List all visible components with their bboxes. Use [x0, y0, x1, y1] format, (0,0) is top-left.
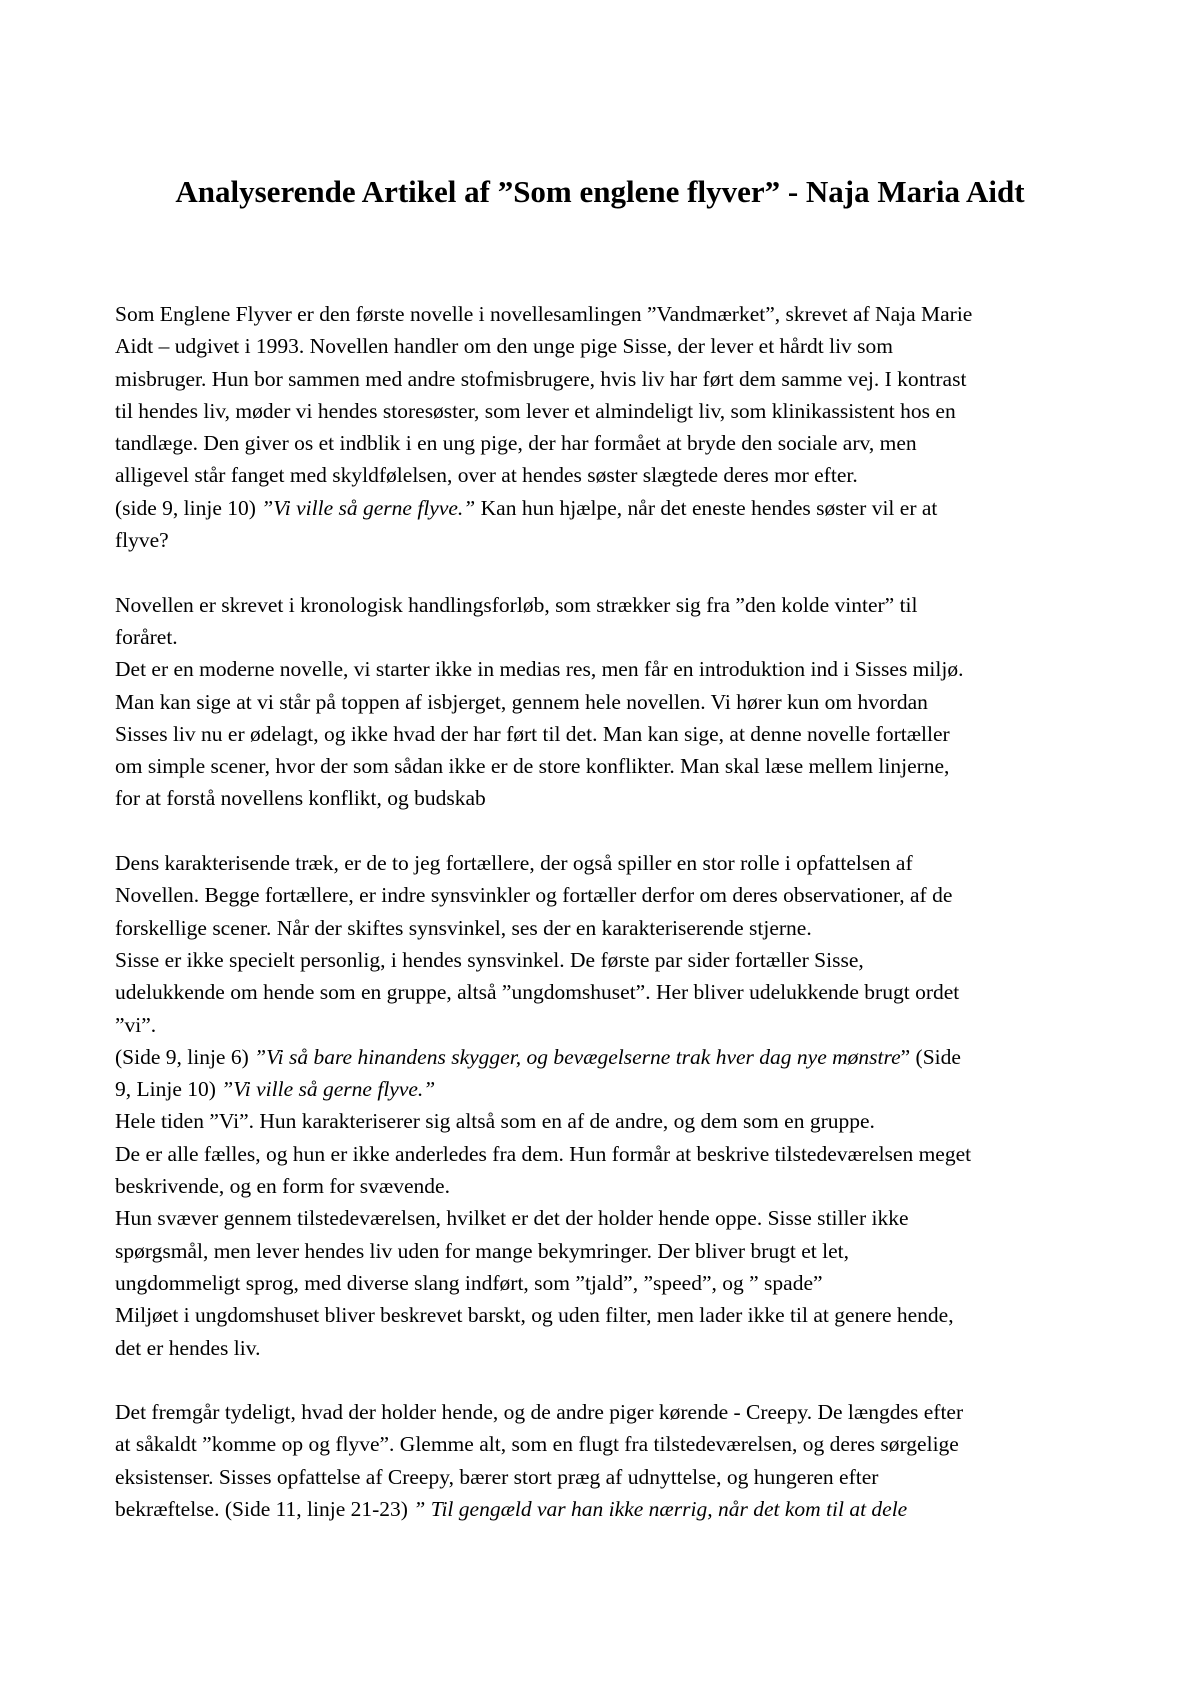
citation-reference: bekræftelse. (Side 11, linje 21-23) — [115, 1496, 414, 1521]
text-line: for at forstå novellens konflikt, og budskab — [115, 786, 486, 811]
text-fragment: ” (Side — [900, 1044, 961, 1069]
quote-line — [115, 1493, 1095, 1525]
text-line: foråret. — [115, 624, 178, 649]
text-line: flyve? — [115, 528, 169, 553]
text-line: udelukkende om hende som en gruppe, altså ”ungdomshuset”. Her bliver udelukkende brugt ordet — [115, 980, 960, 1005]
text-line: at såkaldt ”komme op og flyve”. Glemme alt, som en flugt fra tilstedeværelsen, og deres sørgelige — [115, 1432, 959, 1457]
text-line: ungdommeligt sprog, med diverse slang indført, som ”tjald”, ”speed”, og ” spade” — [115, 1270, 823, 1295]
text-fragment: Kan hun hjælpe, når det eneste hendes søster vil er at — [475, 495, 938, 520]
text-line: Det er en moderne novelle, vi starter ikke in medias res, men får en introduktion ind i Sisses miljø. — [115, 657, 964, 682]
text-line: Novellen. Begge fortællere, er indre synsvinkler og fortæller derfor om deres observationer, af de — [115, 883, 953, 908]
text-line: alligevel står fanget med skyldfølelsen, over at hendes søster slægtede deres mor efter. — [115, 463, 858, 488]
document-body — [115, 298, 1095, 1525]
text-line: spørgsmål, men lever hendes liv uden for mange bekymringer. Der bliver brugt et let, — [115, 1238, 849, 1263]
text-line: Sisses liv nu er ødelagt, og ikke hvad der har ført til det. Man kan sige, at denne novelle fortæller — [115, 721, 950, 746]
document-title: Analyserende Artikel af ”Som englene flyver” - Naja Maria Aidt — [175, 174, 1025, 209]
quote-line — [115, 1041, 1095, 1073]
quote-text: ” Til gengæld var han ikke nærrig, når det kom til at dele — [413, 1496, 908, 1521]
text-line: Hun svæver gennem tilstedeværelsen, hvilket er det der holder hende oppe. Sisse stiller ikke — [115, 1206, 909, 1231]
citation-reference: (Side 9, linje 6) — [115, 1044, 255, 1069]
paragraph-gap — [115, 1364, 1095, 1396]
paragraph-gap — [115, 556, 1095, 588]
text-line: Aidt – udgivet i 1993. Novellen handler om den unge pige Sisse, der lever et hårdt liv som — [115, 334, 894, 359]
citation-reference: 9, Linje 10) — [115, 1077, 222, 1102]
quote-text: ”Vi så bare hinandens skygger, og bevægelserne trak hver dag nye mønstre — [254, 1044, 901, 1069]
text-line: Det fremgår tydeligt, hvad der holder hende, og de andre piger kørende - Creepy. De længdes efter — [115, 1400, 964, 1425]
text-line: Sisse er ikke specielt personlig, i hendes synsvinkel. De første par sider fortæller Sisse, — [115, 947, 864, 972]
text-line: misbruger. Hun bor sammen med andre stofmisbrugere, hvis liv har ført dem samme vej. I kontrast — [115, 366, 967, 391]
text-line: beskrivende, og en form for svævende. — [115, 1174, 450, 1199]
text-line: eksistenser. Sisses opfattelse af Creepy, bærer stort præg af udnyttelse, og hungeren efter — [115, 1464, 879, 1489]
quote-text: ”Vi ville så gerne flyve.” — [261, 495, 476, 520]
text-line: Novellen er skrevet i kronologisk handlingsforløb, som strækker sig fra ”den kolde vinter” til — [115, 592, 918, 617]
text-line: det er hendes liv. — [115, 1335, 261, 1360]
quote-line — [115, 1073, 1095, 1105]
text-line: De er alle fælles, og hun er ikke anderledes fra dem. Hun formår at beskrive tilstedeværelsen meget — [115, 1141, 972, 1166]
paragraph — [115, 589, 1095, 815]
text-line: Dens karakterisende træk, er de to jeg fortællere, der også spiller en stor rolle i opfattelsen af — [115, 851, 913, 876]
text-line: tandlæge. Den giver os et indblik i en ung pige, der har formået at bryde den sociale arv, men — [115, 431, 917, 456]
text-line: til hendes liv, møder vi hendes storesøster, som lever et almindeligt liv, som klinikassistent hos en — [115, 398, 956, 423]
quote-line — [115, 492, 1095, 524]
paragraph — [115, 1396, 1095, 1525]
citation-reference: (side 9, linje 10) — [115, 495, 262, 520]
text-line: Hele tiden ”Vi”. Hun karakteriserer sig altså som en af de andre, og dem som en gruppe. — [115, 1109, 875, 1134]
text-line: ”vi”. — [115, 1012, 157, 1037]
text-line: Man kan sige at vi står på toppen af isbjerget, gennem hele novellen. Vi hører kun om hvordan — [115, 689, 928, 714]
text-line: forskellige scener. Når der skiftes synsvinkel, ses der en karakteriserende stjerne. — [115, 915, 812, 940]
paragraph — [115, 298, 1095, 556]
quote-text: ”Vi ville så gerne flyve.” — [221, 1077, 436, 1102]
paragraph — [115, 847, 1095, 1364]
text-line: Som Englene Flyver er den første novelle i novellesamlingen ”Vandmærket”, skrevet af Naja Marie — [115, 302, 973, 326]
text-line: Miljøet i ungdomshuset bliver beskrevet barskt, og uden filter, men lader ikke til at genere hende, — [115, 1303, 954, 1328]
text-line: om simple scener, hvor der som sådan ikke er de store konflikter. Man skal læse mellem linjerne, — [115, 754, 950, 779]
paragraph-gap — [115, 815, 1095, 847]
